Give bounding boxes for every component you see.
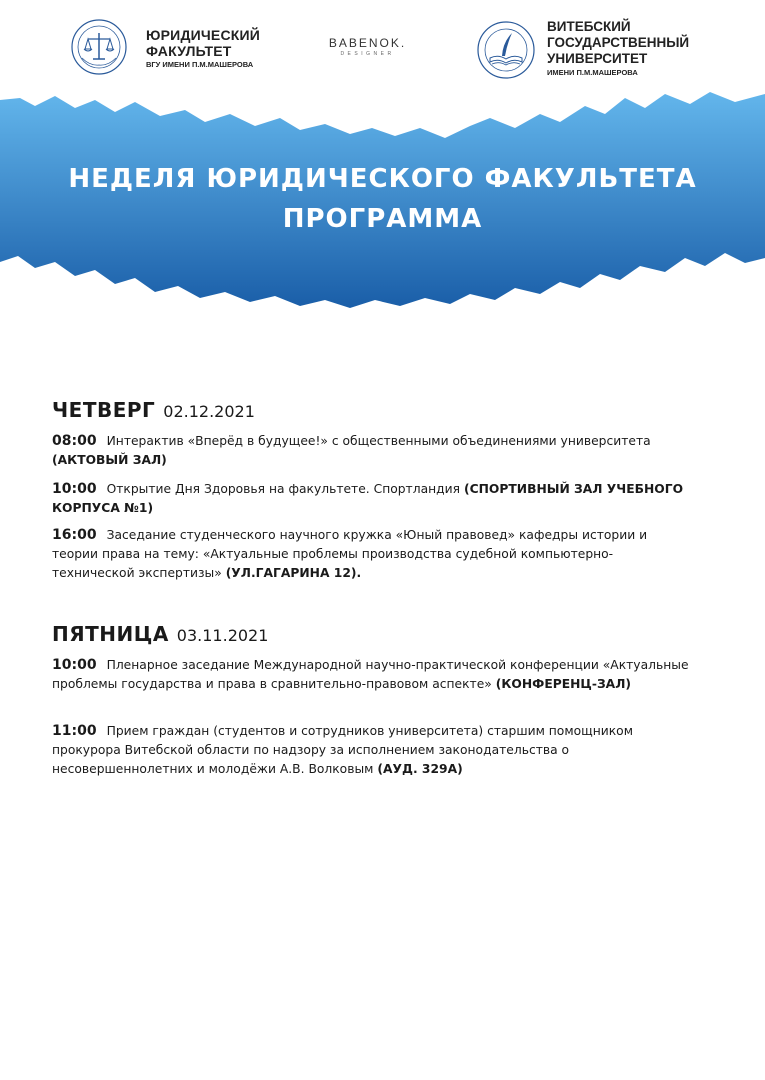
event-time: 10:00 xyxy=(52,657,97,673)
event-time: 10:00 xyxy=(52,481,97,497)
law-faculty-emblem-icon xyxy=(70,18,128,76)
event-text: Интерактив «Вперёд в будущее!» с общественными объединениями университета xyxy=(106,434,651,448)
event-item xyxy=(52,656,692,694)
event-place: (КОНФЕРЕНЦ-ЗАЛ) xyxy=(495,677,632,691)
day-heading-friday xyxy=(52,622,268,646)
university-line3: УНИВЕРСИТЕТ xyxy=(547,51,648,66)
law-faculty-line3: ВГУ ИМЕНИ П.М.МАШЕРОВА xyxy=(146,60,254,69)
designer-logo xyxy=(320,37,415,58)
designer-sub: DESIGNER xyxy=(340,51,395,57)
designer-name: BABENOK. xyxy=(328,36,407,50)
day-heading-thursday xyxy=(52,398,255,422)
banner-title-line2: ПРОГРАММА xyxy=(282,204,483,234)
event-time: 16:00 xyxy=(52,527,97,543)
event-item xyxy=(52,480,692,518)
university-name xyxy=(547,19,689,78)
banner-title-line1: НЕДЕЛЯ ЮРИДИЧЕСКОГО ФАКУЛЬТЕТА xyxy=(68,164,697,194)
torn-paper-banner-shape xyxy=(0,88,765,313)
event-place: (АКТОВЫЙ ЗАЛ) xyxy=(52,453,167,467)
university-emblem-icon xyxy=(476,20,536,80)
event-text: Заседание студенческого научного кружка «Юный правовед» кафедры истории и теории права на тему: «Актуальные проблемы производства судебной компьютерно-технической экспертизы» xyxy=(52,528,648,580)
event-item xyxy=(52,432,692,470)
event-item xyxy=(52,526,692,583)
university-line4: ИМЕНИ П.М.МАШЕРОВА xyxy=(547,68,638,77)
day-date: 02.12.2021 xyxy=(163,402,255,421)
event-text: Пленарное заседание Международной научно-практической конференции «Актуальные проблемы государства и права в сравнительно-правовом аспекте» xyxy=(52,658,689,691)
university-line2: ГОСУДАРСТВЕННЫЙ xyxy=(547,35,690,50)
law-faculty-line1: ЮРИДИЧЕСКИЙ xyxy=(146,27,261,43)
title-banner xyxy=(0,88,765,313)
event-place: (АУД. 329А) xyxy=(377,762,463,776)
event-item xyxy=(52,722,692,779)
law-faculty-line2: ФАКУЛЬТЕТ xyxy=(146,43,232,59)
university-line1: ВИТЕБСКИЙ xyxy=(547,19,631,34)
event-time: 08:00 xyxy=(52,433,97,449)
event-place: (СПОРТИВНЫЙ ЗАЛ УЧЕБНОГО КОРПУСА №1) xyxy=(52,482,684,515)
day-name: ЧЕТВЕРГ xyxy=(52,398,156,422)
law-faculty-name xyxy=(146,27,260,70)
event-place: (УЛ.ГАГАРИНА 12). xyxy=(225,566,362,580)
header xyxy=(0,0,765,100)
day-name: ПЯТНИЦА xyxy=(52,622,169,646)
event-text: Открытие Дня Здоровья на факультете. Спортландия xyxy=(106,482,461,496)
event-text: Прием граждан (студентов и сотрудников университета) старшим помощником прокурора Витебской области по надзору за исполнением законодательства о несовершеннолетних и молодёжи А.В. Волковым xyxy=(52,724,633,776)
event-time: 11:00 xyxy=(52,723,97,739)
day-date: 03.11.2021 xyxy=(176,626,269,645)
